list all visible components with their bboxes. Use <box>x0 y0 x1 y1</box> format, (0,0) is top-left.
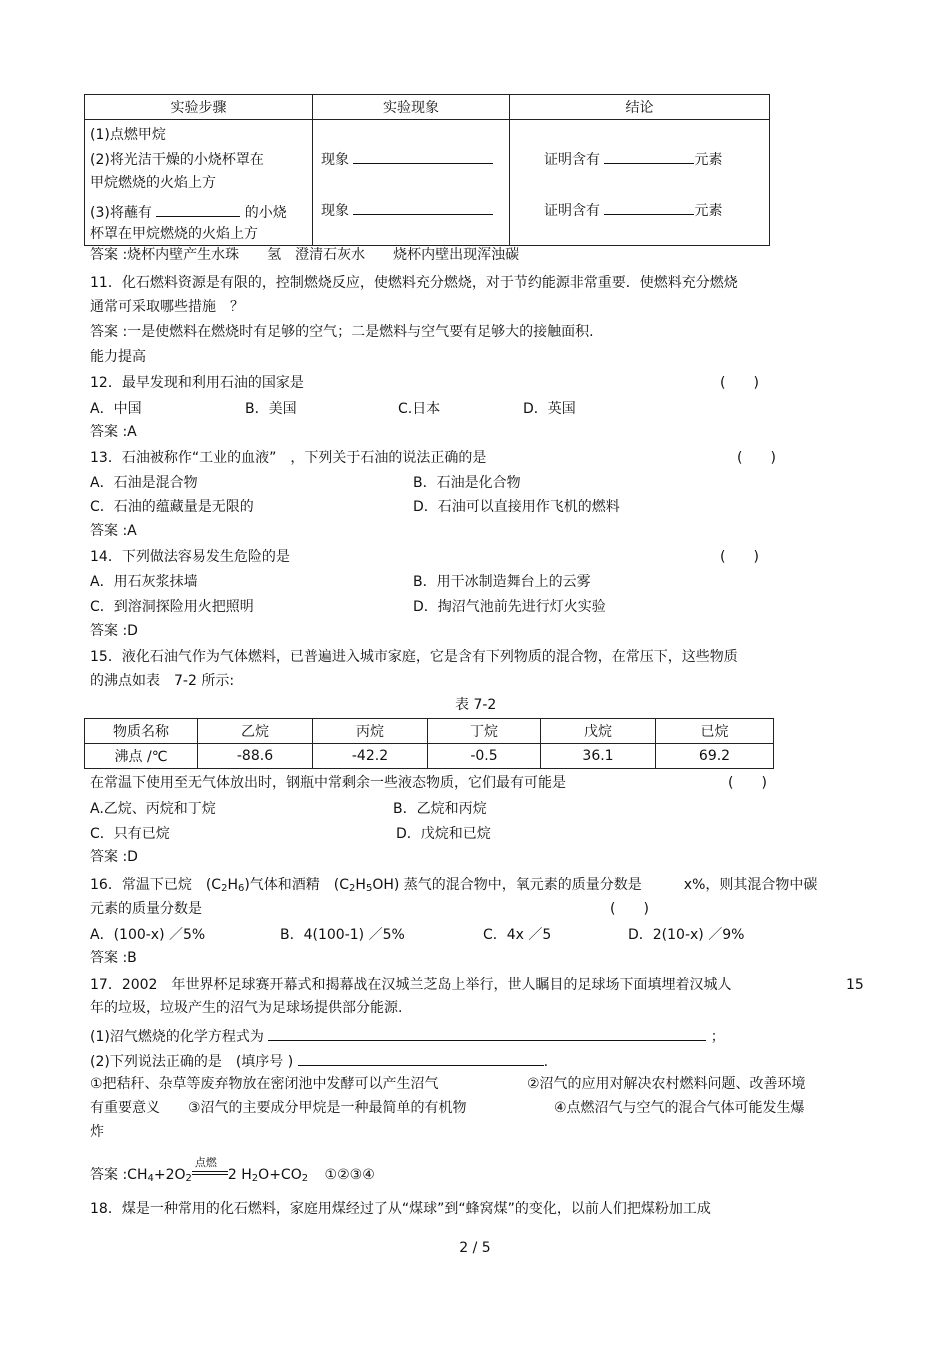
option: D．2(10-x) ／9% <box>628 927 745 943</box>
table-cell: 36.1 <box>541 744 656 769</box>
option: D．石油可以直接用作飞机的燃料 <box>413 499 620 515</box>
option: A．用石灰浆抹墙 <box>90 574 198 590</box>
table-caption: 表 7-2 <box>455 697 497 713</box>
q17-sub2-text: (2)下列说法正确的是 (填序号 ) <box>90 1054 294 1070</box>
q17-sub2 <box>90 1051 548 1071</box>
conclusion-prefix: 证明含有 <box>544 203 600 219</box>
blank-line <box>298 1051 544 1066</box>
q12-answer: 答案 :A <box>90 424 137 440</box>
subscript: 2 <box>301 1173 309 1184</box>
table-cell: 物质名称 <box>85 719 198 744</box>
blank-line <box>156 202 240 217</box>
q17-number: 15 <box>846 977 864 993</box>
option: B．美国 <box>245 401 297 417</box>
conclusion-prefix: 证明含有 <box>544 152 600 168</box>
table-header: 实验步骤 <box>85 95 313 120</box>
subscript: 2 <box>221 883 228 894</box>
q16-part: OH) 蒸气的混合物中，氧元素的质量分数是 x%，则其混合物中碳 <box>372 877 818 893</box>
table-cell: 戊烷 <box>541 719 656 744</box>
blank-line <box>353 200 493 215</box>
table-cell: -42.2 <box>313 744 428 769</box>
blank-line <box>353 149 493 164</box>
equation-part: +2O <box>153 1167 186 1183</box>
option: B．乙烷和丙烷 <box>393 801 487 817</box>
q17-option: 炸 <box>90 1124 104 1140</box>
q17-option: ①把秸秆、杂草等废弃物放在密闭池中发酵可以产生沼气 <box>90 1076 439 1092</box>
answer-paren: ( ) <box>720 375 759 391</box>
option: A．(100-x) ／5% <box>90 927 206 943</box>
q18-text: 18．煤是一种常用的化石燃料，家庭用煤经过了从“煤球”到“蜂窝煤”的变化，以前人们把煤粉加工成 <box>90 1201 711 1217</box>
answer-paren: ( ) <box>737 450 776 466</box>
blank-line <box>604 200 694 215</box>
subscript: 2 <box>251 1173 259 1184</box>
q17-text: 年的垃圾，垃圾产生的沼气为足球场提供部分能源. <box>90 1000 403 1016</box>
option: C．4x ／5 <box>483 927 552 943</box>
q16-part: 16．常温下已烷 (C <box>90 877 222 893</box>
blank-line <box>268 1026 706 1041</box>
q17-text: 17．2002 年世界杯足球赛开幕式和揭幕战在汉城兰芝岛上举行，世人瞩目的足球场下面填埋着汉城人 <box>90 977 732 993</box>
answer-paren: ( ) <box>728 775 767 791</box>
phenomenon-row-1 <box>321 149 493 169</box>
option: C．只有已烷 <box>90 826 170 842</box>
subscript: 6 <box>237 883 245 894</box>
page-number: 2 / 5 <box>459 1240 491 1256</box>
equation-part: 答案 :CH <box>90 1167 148 1183</box>
q16-part: H <box>355 877 366 893</box>
q16-part: H <box>227 877 238 893</box>
q16-text <box>90 876 817 898</box>
q16-text: 元素的质量分数是 <box>90 901 202 917</box>
table-cell: 乙烷 <box>198 719 313 744</box>
q16-part: )气体和酒精 (C <box>244 877 350 893</box>
q10-answer: 答案 :烧杯内壁产生水珠 氢 澄清石灰水 烧杯内壁出现浑浊碳 <box>90 247 520 263</box>
table-cell: -88.6 <box>198 744 313 769</box>
option: B．石油是化合物 <box>413 475 521 491</box>
q14-text: 14．下列做法容易发生危险的是 <box>90 549 290 565</box>
option: D．戊烷和已烷 <box>396 826 491 842</box>
table-cell: 丙烷 <box>313 719 428 744</box>
step-text: (1)点燃甲烷 <box>90 127 166 143</box>
equation-part: O+CO <box>258 1167 302 1183</box>
answer-choices: ①②③④ <box>324 1167 375 1183</box>
q12-text: 12．最早发现和利用石油的国家是 <box>90 375 304 391</box>
option: A．石油是混合物 <box>90 475 198 491</box>
boiling-point-table <box>84 718 774 769</box>
option: B．用干冰制造舞台上的云雾 <box>413 574 591 590</box>
q13-answer: 答案 :A <box>90 523 137 539</box>
option: B．4(100-1) ／5% <box>280 927 405 943</box>
q17-option: ④点燃沼气与空气的混合气体可能发生爆 <box>554 1100 805 1116</box>
table-header: 结论 <box>510 95 770 120</box>
subscript: 2 <box>185 1173 192 1184</box>
q17-answer <box>90 1156 375 1188</box>
table-cell: 69.2 <box>656 744 774 769</box>
step-text: 甲烷燃烧的火焰上方 <box>90 175 216 191</box>
option: A．中国 <box>90 401 142 417</box>
q17-option: ②沼气的应用对解决农村燃料问题、改善环境 <box>527 1076 806 1092</box>
subscript: 4 <box>147 1173 154 1184</box>
option: C．石油的蕴藏量是无限的 <box>90 499 254 515</box>
phenomenon-row-2 <box>321 200 493 220</box>
option: D．掏沼气池前先进行灯火实验 <box>413 599 606 615</box>
punctuation: . <box>543 1054 549 1070</box>
conclusion-row-1 <box>544 149 722 169</box>
q15-text: 在常温下使用至无气体放出时，钢瓶中常剩余一些液态物质，它们最有可能是 <box>90 775 566 791</box>
q11-text: 11．化石燃料资源是有限的，控制燃烧反应，使燃料充分燃烧，对于节约能源非常重要．使燃料充分燃烧 <box>90 275 738 291</box>
step-text: 的小烧 <box>244 205 287 221</box>
option: A.乙烷、丙烷和丁烷 <box>90 801 216 817</box>
answer-paren: ( ) <box>720 549 759 565</box>
q11-answer: 答案 :一是使燃料在燃烧时有足够的空气；二是燃料与空气要有足够大的接触面积. <box>90 324 594 340</box>
table-cell: 已烷 <box>656 719 774 744</box>
phenomenon-label: 现象 <box>321 203 349 219</box>
experiment-table <box>84 94 770 246</box>
conclusion-suffix: 元素 <box>694 152 723 168</box>
conclusion-suffix: 元素 <box>694 203 723 219</box>
q15-answer: 答案 :D <box>90 849 138 865</box>
q17-sub1 <box>90 1026 725 1046</box>
q16-answer: 答案 :B <box>90 950 137 966</box>
q14-answer: 答案 :D <box>90 623 138 639</box>
punctuation: ； <box>710 1029 725 1045</box>
step-text: (3)将蘸有 <box>90 205 152 221</box>
answer-paren: ( ) <box>610 901 649 917</box>
table-cell: 沸点 /℃ <box>85 744 198 769</box>
step-text-3 <box>90 202 287 222</box>
subscript: 2 <box>349 883 356 894</box>
q17-sub1-text: (1)沼气燃烧的化学方程式为 <box>90 1029 264 1045</box>
q15-text: 15．液化石油气作为气体燃料，已普遍进入城市家庭，它是含有下列物质的混合物，在常压下，这些物质 <box>90 649 738 665</box>
reaction-arrow <box>192 1156 228 1182</box>
table-cell: -0.5 <box>428 744 541 769</box>
reaction-condition: 点燃 <box>194 1156 217 1169</box>
q11-text: 通常可采取哪些措施 ？ <box>90 299 244 315</box>
step-text: (2)将光洁干燥的小烧杯罩在 <box>90 152 264 168</box>
phenomenon-label: 现象 <box>321 152 349 168</box>
option: C.日本 <box>398 401 441 417</box>
equation-part: 2 H <box>227 1167 252 1183</box>
blank-line <box>604 149 694 164</box>
q13-text: 13．石油被称作“工业的血液” ，下列关于石油的说法正确的是 <box>90 450 487 466</box>
equals-line-bottom <box>192 1174 228 1175</box>
option: D．英国 <box>523 401 576 417</box>
table-header: 实验现象 <box>313 95 510 120</box>
step-text: 杯罩在甲烷燃烧的火焰上方 <box>90 226 258 242</box>
section-title: 能力提高 <box>90 349 146 365</box>
q15-text: 的沸点如表 7-2 所示: <box>90 673 235 689</box>
q17-option: 有重要意义 ③沼气的主要成分甲烷是一种最简单的有机物 <box>90 1100 467 1116</box>
equals-line-top <box>192 1171 228 1172</box>
table-cell: 丁烷 <box>428 719 541 744</box>
conclusion-row-2 <box>544 200 722 220</box>
option: C．到溶洞探险用火把照明 <box>90 599 254 615</box>
subscript: 5 <box>365 883 373 894</box>
